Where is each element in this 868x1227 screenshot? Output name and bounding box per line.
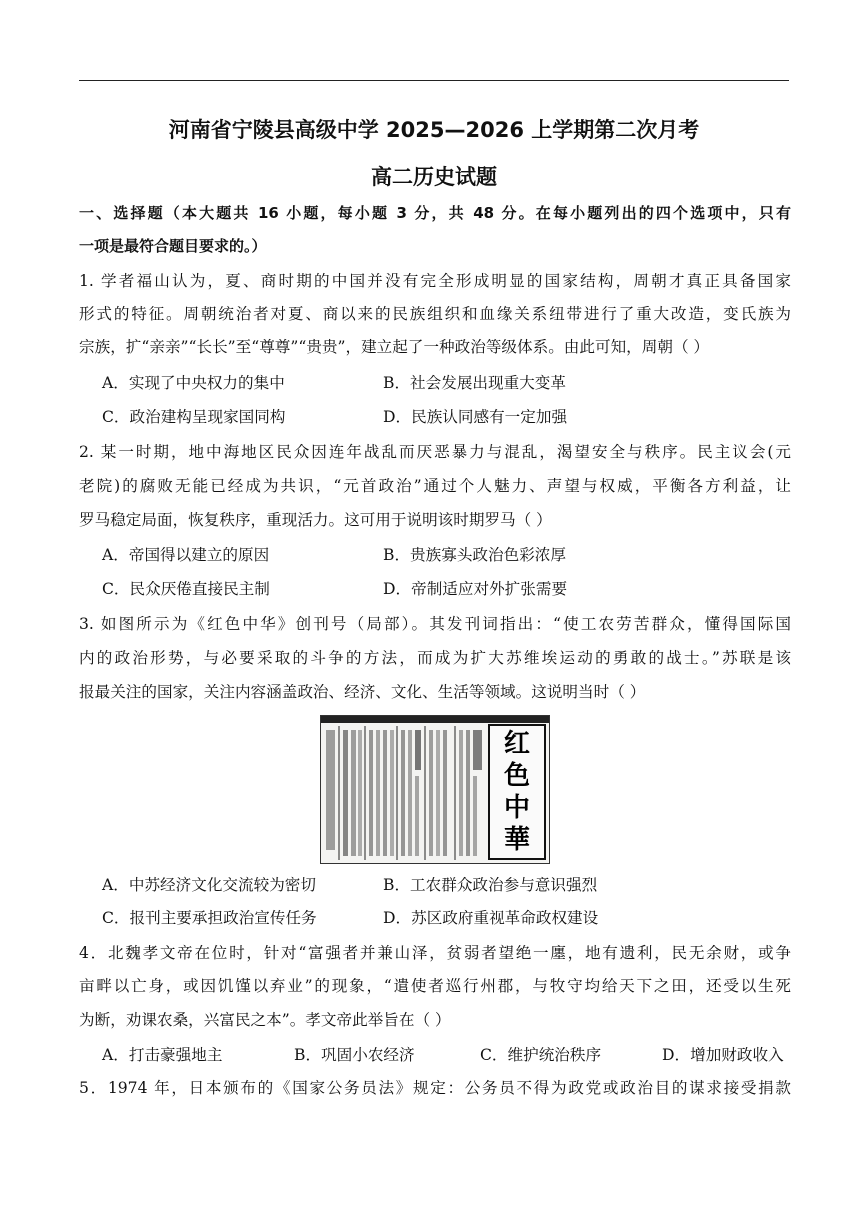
q4-line-2: 亩畔以亡身，或因饥馑以弃业”的现象，“遣使者巡行州郡，与牧守均给天下之田，还受以生死: [79, 977, 791, 995]
q3-option-c: C．报刊主要承担政治宣传任务: [102, 909, 317, 927]
q1-line-1: 1. 学者福山认为，夏、商时期的中国并没有完全形成明显的国家结构，周朝才真正具备国家: [79, 272, 791, 290]
q1-option-b: B．社会发展出现重大变革: [383, 374, 566, 392]
q1-option-c: C．政治建构呈现家国同构: [102, 408, 286, 426]
q2-line-2: 老院)的腐败无能已经成为共识，“元首政治”通过个人魅力、声望与权威，平衡各方利益，让: [79, 477, 791, 495]
q3-line-1: 3. 如图所示为《红色中华》创刊号（局部）。其发刊词指出：“使工农劳苦群众，懂得国际国: [79, 615, 791, 633]
exam-subtitle: 高二历史试题: [371, 165, 497, 189]
q3-option-b: B．工农群众政治参与意识强烈: [383, 876, 598, 894]
q4-line-3: 为断，劝课农桑，兴富民之本”。孝文帝此举旨在（ ）: [79, 1011, 451, 1029]
q2-option-c: C．民众厌倦直接民主制: [102, 580, 270, 598]
q2-option-a: A．帝国得以建立的原因: [102, 546, 270, 564]
newspaper-figure: [320, 715, 550, 864]
q4-option-b: B．巩固小农经济: [294, 1046, 415, 1064]
q4-line-1: 4．北魏孝文帝在位时，针对“富强者并兼山泽，贫弱者望绝一廛，地有遗利，民无余财，或争: [79, 944, 791, 962]
newspaper-text-columns: [321, 716, 487, 863]
q2-option-b: B．贵族寡头政治色彩浓厚: [383, 546, 566, 564]
q4-option-a: A．打击豪强地主: [102, 1046, 223, 1064]
q3-line-3: 报最关注的国家，关注内容涵盖政治、经济、文化、生活等领域。这说明当时（ ）: [79, 683, 646, 701]
q1-line-3: 宗族，扩“亲亲”“长长”至“尊尊”“贵贵”，建立起了一种政治等级体系。由此可知，周朝（ ）: [79, 338, 710, 356]
q2-line-1: 2. 某一时期，地中海地区民众因连年战乱而厌恶暴力与混乱，渴望安全与秩序。民主议会(元: [79, 443, 791, 461]
q2-option-d: D．帝制适应对外扩张需要: [383, 580, 568, 598]
q4-option-c: C．维护统治秩序: [480, 1046, 602, 1064]
section-heading-line-2: 一项是最符合题目要求的。）: [79, 237, 267, 255]
section-heading-line-1: 一、选择题（本大题共 16 小题，每小题 3 分，共 48 分。在每小题列出的四个选项中，只有: [79, 204, 791, 222]
q3-option-a: A．中苏经济文化交流较为密切: [102, 876, 316, 894]
newspaper-masthead: [488, 724, 546, 860]
q3-option-d: D．苏区政府重视革命政权建设: [383, 909, 599, 927]
masthead-char-3: 中: [503, 793, 530, 823]
q2-line-3: 罗马稳定局面，恢复秩序，重现活力。这可用于说明该时期罗马（ ）: [79, 511, 552, 529]
masthead-char-2: 色: [503, 761, 530, 791]
q3-line-2: 内的政治形势，与必要采取的斗争的方法，而成为扩大苏维埃运动的勇敢的战士。”苏联是该: [79, 649, 791, 667]
header-rule: [79, 80, 789, 81]
q1-option-a: A．实现了中央权力的集中: [102, 374, 285, 392]
masthead-char-1: 红: [503, 729, 530, 759]
masthead-char-4: 華: [503, 825, 530, 855]
q1-option-d: D．民族认同感有一定加强: [383, 408, 568, 426]
q5-line-1: 5．1974 年，日本颁布的《国家公务员法》规定：公务员不得为政党或政治目的谋求接受捐款: [79, 1079, 791, 1097]
exam-title: 河南省宁陵县高级中学 2025—2026 上学期第二次月考: [168, 118, 700, 142]
q4-option-d: D．增加财政收入: [662, 1046, 784, 1064]
q1-line-2: 形式的特征。周朝统治者对夏、商以来的民族组织和血缘关系纽带进行了重大改造，变氏族为: [79, 305, 791, 323]
